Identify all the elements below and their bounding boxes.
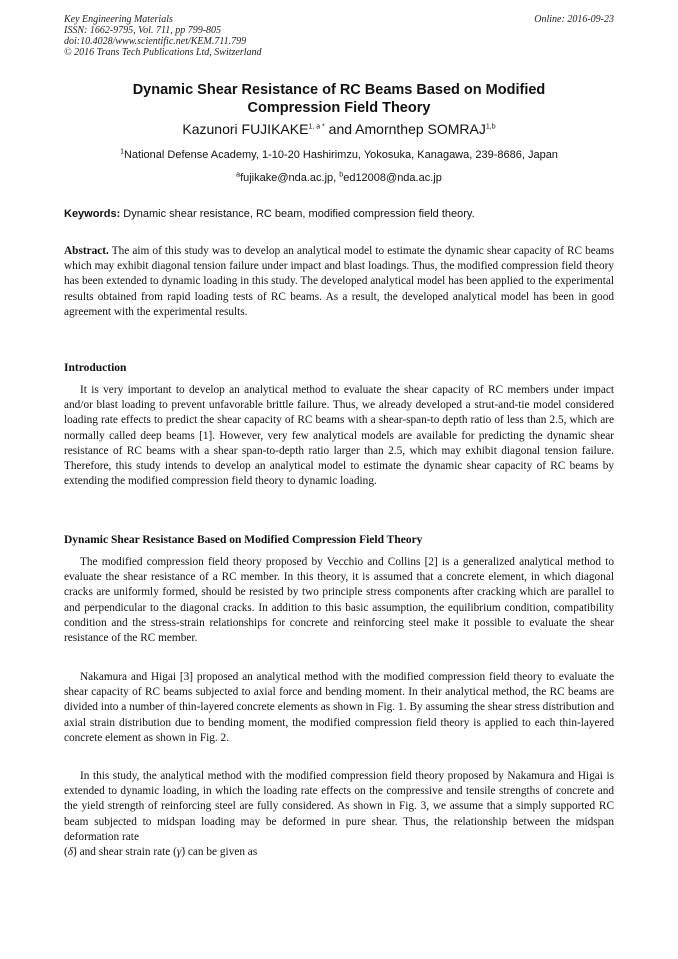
email-a-sup: a: [236, 171, 241, 179]
journal-header: [64, 14, 262, 58]
introduction-text: It is very important to develop an analytical method to evaluate the shear capacity of RC members under impact and/or blast loading to prevent unfavorable brittle failure. Thus, we already developed a strut-and-tie model considered loading rate effects to predict the shear capacity of RC beams with a shear-span-to depth ratio of less than 2.5, which are normally called deep beams [1]. However, very few analytical models are available for predicting the dynamic shear resistance of RC beams with a shear span-to-depth ratio larger than 2.5, which may exhibit diagonal tension failure. Therefore, this study intends to develop an analytical model to estimate the dynamic shear capacity of RC beams by extending the modified compression field theory to dynamic loading.: [64, 384, 614, 488]
eq-lead-mid: ) and shear strain rate (: [73, 846, 177, 859]
title-line-1: Dynamic Shear Resistance of RC Beams Based on Modified: [132, 82, 546, 98]
journal-name: Key Engineering Materials: [64, 14, 173, 25]
online-date: Online: 2016-09-23: [534, 14, 614, 25]
delta-dot-symbol: δ̇: [67, 846, 74, 859]
author-1-sup: 1, a *: [308, 123, 325, 131]
issn: ISSN: 1662-9795, Vol. 711, pp 799-805: [64, 25, 222, 36]
keywords-text: Dynamic shear resistance, RC beam, modified compression field theory.: [120, 208, 475, 220]
title-line-2: Compression Field Theory: [247, 100, 431, 116]
section-2-paragraph-1: The modified compression field theory proposed by Vecchio and Collins [2] is a generalized analytical method to evaluate the shear resistance of a RC member. In this theory, it is assumed that a concrete element, in which diagonal cracks are uniformly formed, should be resisted by two principle stress components after cracking which are parallel to and perpendicular to the diagonal cracks. In addition to this basic assumption, the equilibrium condition, compatibility condition and the stress-strain relationships for concrete and reinforcing steel make it possible to evaluate the shear resistance of the RC member.: [64, 556, 614, 645]
affiliation-text: National Defense Academy, 1-10-20 Hashirimzu, Yokosuka, Kanagawa, 239-8686, Japan: [123, 149, 558, 161]
section-2-paragraph-2: Nakamura and Higai [3] proposed an analytical method with the modified compression field theory to evaluate the shear capacity of RC beams subjected to axial force and bending moment. In their analytical method, the RC beams are divided into a number of thin-layered concrete elements as shown in Fig. 1. By assuming the shear stress distribution and axial strain distribution due to bending moment, the modified compression field theory is applied to each thin-layered concrete element as shown in Fig. 2.: [64, 671, 614, 744]
introduction-heading: Introduction: [64, 362, 127, 374]
section-2-heading: Dynamic Shear Resistance Based on Modified Compression Field Theory: [64, 534, 423, 546]
paper-title: [64, 81, 614, 117]
doi: doi:10.4028/www.scientific.net/KEM.711.799: [64, 36, 247, 47]
abstract: [64, 244, 614, 320]
keywords: [64, 207, 614, 221]
abstract-label: Abstract.: [64, 245, 109, 257]
equation-lead-line: [64, 845, 614, 860]
section-2-paragraph-3-text: In this study, the analytical method with the modified compression field theory proposed by Nakamura and Higai is extended to dynamic loading, in which the loading rate effects on the compressive and tensile strengths of concrete and the yield strength of reinforcing steel are fully considered. As shown in Fig. 3, we assume that a simply supported RC beam subjected to midspan loading may be deformed in pure shear. Thus, the relationship between the midspan deformation rate: [64, 770, 614, 843]
eq-lead-close: ) can be given as: [181, 846, 258, 859]
affiliation-sup: 1: [120, 148, 124, 156]
authors: [64, 120, 614, 138]
author-2-sup: 1,b: [485, 123, 496, 131]
keywords-label: Keywords:: [64, 208, 121, 220]
author-2: Amornthep SOMRAJ: [355, 121, 486, 137]
section-2-paragraph-3: [64, 769, 614, 860]
email-b-sup: b: [339, 171, 344, 179]
email-a[interactable]: fujikake@nda.ac.jp,: [240, 172, 340, 184]
copyright: © 2016 Trans Tech Publications Ltd, Switzerland: [64, 47, 262, 58]
emails: [64, 171, 614, 185]
email-b[interactable]: ed12008@nda.ac.jp: [343, 172, 442, 184]
affiliation: [64, 148, 614, 162]
gamma-dot-symbol: γ̇: [176, 846, 182, 859]
author-1: Kazunori FUJIKAKE: [182, 121, 309, 137]
abstract-text: The aim of this study was to develop an analytical model to estimate the dynamic shear capacity of RC beams which may exhibit diagonal tension failure under impact and blast loadings. Thus, the modified compression field theory has been extended to dynamic loading in this study. The developed analytical model has been applied to the experimental results obtained from rapid loading tests of RC beams. As a result, the developed analytical model has been in good agreement with the experimental results.: [64, 245, 614, 318]
author-and: and: [324, 121, 356, 137]
eq-lead-open: (: [64, 846, 68, 859]
